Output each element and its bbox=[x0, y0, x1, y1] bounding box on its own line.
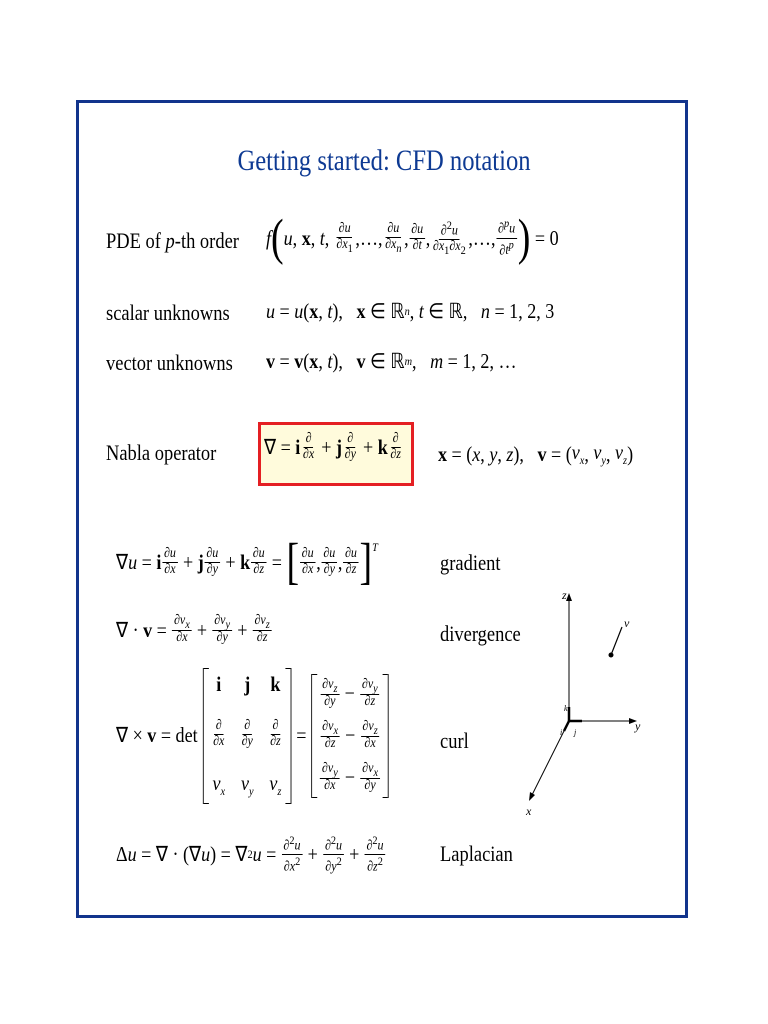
coordinate-axes-diagram bbox=[520, 585, 650, 815]
vector-unknowns-label: vector unknowns bbox=[106, 350, 233, 375]
laplacian-equation: Δ u = ∇ · (∇ u ) = ∇ 2 u = $\frac{\partial^2u}{\partial x^2}$ + $\frac{\partial^2u}{\partial y^2}$ + $\frac{\partial^2u}{\partial z^2}$ bbox=[116, 833, 384, 875]
curl-label: curl bbox=[440, 728, 469, 753]
pde-equation: f ( u , x , t , $\frac{\partial u}{\partial x_1}$ ,…, $\frac{\partial u}{\partial x_n}$ , $\frac{\partial u}{\partial t}$ , $\frac{\partial^2u}{\partial x_1\partial x_2}$ ,…, $\frac{\partial^pu}{\partial t^p}$ ) = 0 bbox=[266, 209, 559, 266]
i-unit-vector bbox=[564, 721, 569, 731]
scalar-unknowns-label: scalar unknowns bbox=[106, 300, 230, 325]
pde-label: PDE of p-th order bbox=[106, 228, 239, 253]
nabla-equation: ∇ = i $\frac{\partial}{\partial x}$ + j $\frac{\partial}{\partial y}$ + k $\frac{\partial}{\partial z}$ bbox=[264, 431, 401, 462]
curl-determinant-matrix: i j k $\frac{\partial}{\partial x}$ $\frac{\partial}{\partial y}$ $\frac{\partial}{\partial z}$ $v_x$ $v_y$ $v_z$ bbox=[203, 668, 291, 804]
velocity-vector bbox=[611, 627, 622, 655]
z-axis-arrowhead bbox=[566, 593, 572, 601]
gradient-label: gradient bbox=[440, 550, 501, 575]
k-unit-label: k bbox=[564, 704, 568, 713]
curl-result-vector: $\frac{\partial v_z}{\partial y}$ − $\frac{\partial v_y}{\partial z}$ $\frac{\partial v_x}{\partial z}$ − $\frac{\partial v_z}{\partial x}$ $\frac{\partial v_y}{\partial x}$ − $\frac{\partial v_x}{\partial y}$ bbox=[312, 674, 389, 798]
coordinate-equation: x = ( x , y , z ), v = ( $v_x$ , $v_y$ , $v_z$ ) bbox=[438, 440, 634, 468]
velocity-label: v bbox=[624, 616, 630, 630]
j-unit-label: j bbox=[574, 728, 577, 737]
gradient-equation: ∇ u = i $\frac{\partial u}{\partial x}$ + j $\frac{\partial u}{\partial y}$ + k $\frac{\partial u}{\partial z}$ = [ $\frac{\partial u}{\partial x}$ , $\frac{\partial u}{\partial y}$ , $\frac{\partial u}{\partial z}$ ] $^T$ bbox=[116, 533, 378, 590]
divergence-equation: ∇ · v = $\frac{\partial v_x}{\partial x}$ + $\frac{\partial v_y}{\partial y}$ + $\frac{\partial v_z}{\partial z}$ bbox=[116, 613, 270, 646]
z-axis-label: z bbox=[562, 588, 567, 602]
vector-unknowns-equation: v = v ( x , t ), v ∈ ℝ m , m = 1, 2, … bbox=[266, 349, 517, 373]
y-axis-label: y bbox=[635, 719, 641, 733]
x-axis-label: x bbox=[526, 804, 532, 815]
slide-title: Getting started: CFD notation bbox=[237, 144, 531, 177]
curl-equation: ∇ × v = det i j k $\frac{\partial}{\partial x}$ $\frac{\partial}{\partial y}$ $\frac{\partial}{\partial z}$ $v_x$ $v_y$ $v_z$ = $\frac{\partial v_z}{\partial y}$ − $\frac{\partial v_y}{\partial z}$ $\frac{\partial v_x}{\partial z}$ − $\frac{\partial v_z}{\partial x}$ $\frac{\partial v_y}{\partial x}$ − $\frac{\partial v_x}{\partial y}$ bbox=[116, 668, 394, 804]
scalar-unknowns-equation: u = u ( x , t ), x ∈ ℝ n , t ∈ ℝ, n = 1, 2, 3 bbox=[266, 299, 555, 323]
laplacian-label: Laplacian bbox=[440, 841, 513, 866]
divergence-label: divergence bbox=[440, 621, 521, 646]
x-axis bbox=[531, 721, 569, 797]
i-unit-label: i bbox=[560, 728, 563, 737]
nabla-operator-label: Nabla operator bbox=[106, 440, 217, 465]
x-axis-arrowhead bbox=[529, 792, 535, 801]
